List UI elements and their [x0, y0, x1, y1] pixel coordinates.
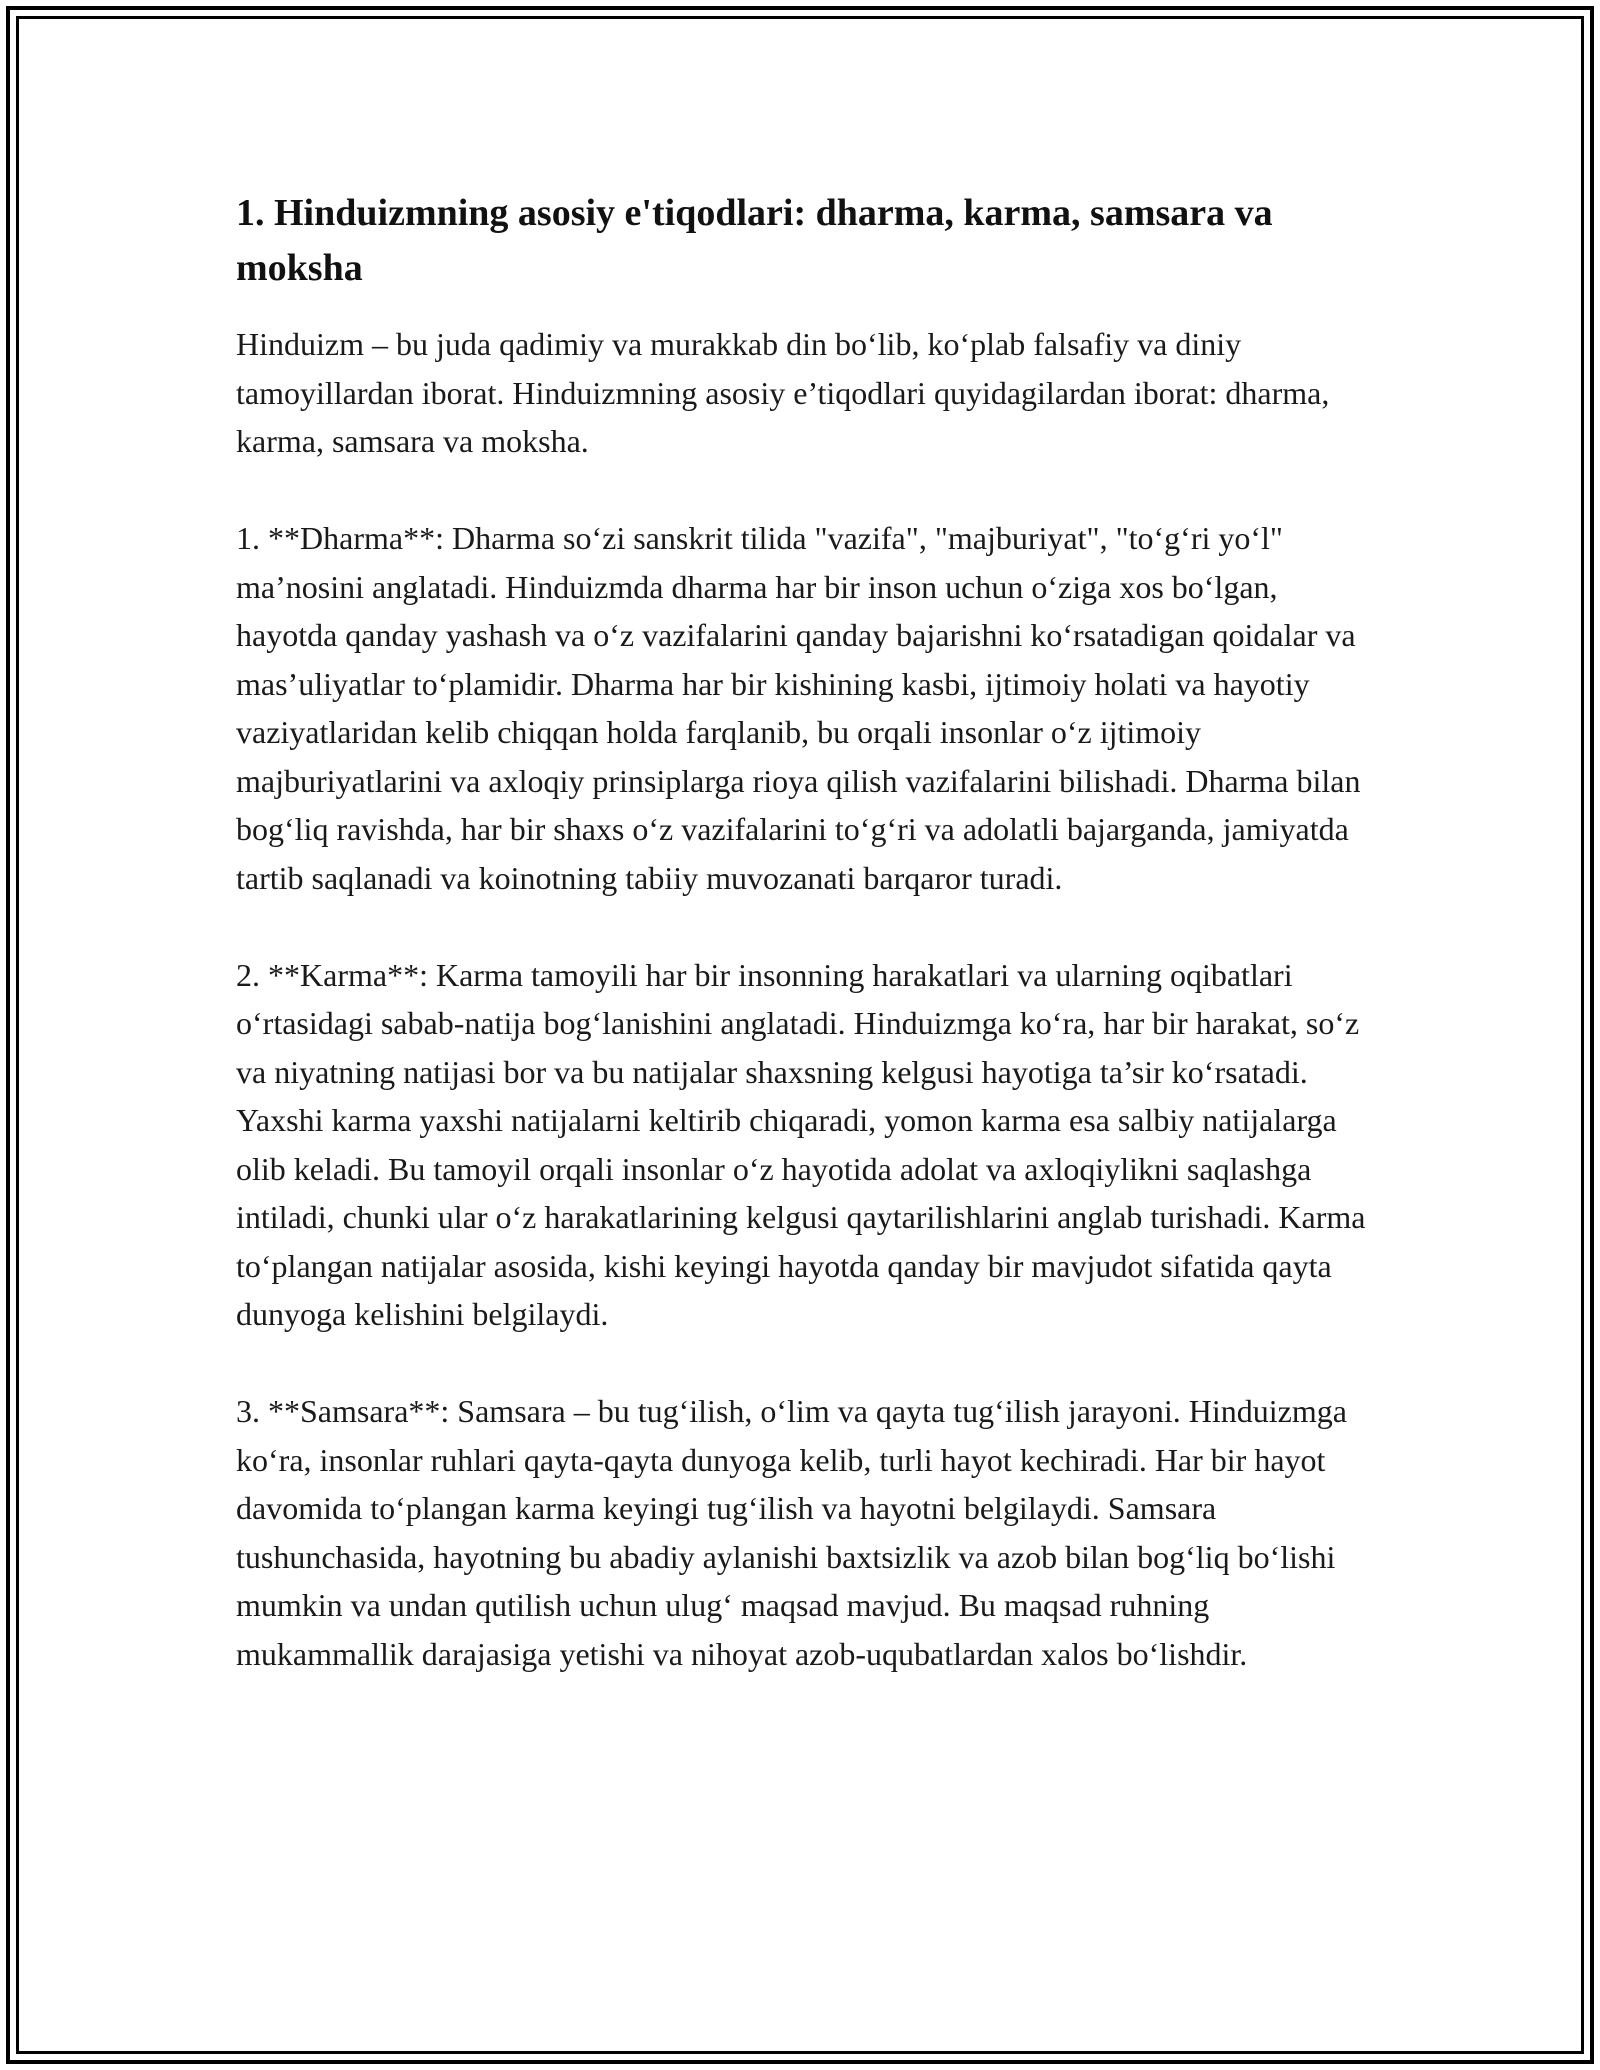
karma-paragraph: 2. **Karma**: Karma tamoyili har bir insonning harakatlari va ularning oqibatlari o‘rtasidagi sabab-natija bog‘lanishini anglatadi. Hinduizmga ko‘ra, har bir harakat, so‘z va niyatning natijasi bor va bu natijalar shaxsning kelgusi hayotiga ta’sir ko‘rsatadi. Yaxshi karma yaxshi natijalarni keltirib chiqaradi, yomon karma esa salbiy natijalarga olib keladi. Bu tamoyil orqali insonlar o‘z hayotida adolat va axloqiylikni saqlashga intiladi, chunki ular o‘z harakatlarining kelgusi qaytarilishlarini anglab turishadi. Karma to‘plangan natijalar asosida, kishi keyingi hayotda qanday bir mavjudot sifatida qayta dunyoga kelishini belgilaydi.	[236, 956, 1366, 1332]
dharma-paragraph: 1. **Dharma**: Dharma so‘zi sanskrit tilida "vazifa", "majburiyat", "to‘g‘ri yo‘l" ma’nosini anglatadi. Hinduizmda dharma har bir inson uchun o‘ziga xos bo‘lgan, hayotda qanday yashash va o‘z vazifalarini qanday bajarishni ko‘rsatadigan qoidalar va mas’uliyatlar to‘plamidir. Dharma har bir kishining kasbi, ijtimoiy holati va hayotiy vaziyatlaridan kelib chiqqan holda farqlanib, bu orqali insonlar o‘z ijtimoiy majburiyatlarini va axloqiy prinsiplarga rioya qilish vazifalarini bilishadi. Dharma bilan bog‘liq ravishda, har bir shaxs o‘z vazifalarini to‘g‘ri va adolatli bajarganda, jamiyatda tartib saqlanadi va koinotning tabiiy muvozanati barqaror turadi.	[236, 520, 1361, 896]
intro-paragraph: Hinduizm – bu juda qadimiy va murakkab din bo‘lib, ko‘plab falsafiy va diniy tamoyillardan iborat. Hinduizmning asosiy e’tiqodlari quyidagilardan iborat: dharma, karma, samsara va moksha.	[236, 326, 1330, 459]
document-title: 1. Hinduizmning asosiy e'tiqodlari: dharma, karma, samsara va moksha	[236, 192, 1273, 289]
document-body	[236, 186, 1372, 1727]
samsara-paragraph: 3. **Samsara**: Samsara – bu tug‘ilish, o‘lim va qayta tug‘ilish jarayoni. Hinduizmga ko‘ra, insonlar ruhlari qayta-qayta dunyoga kelib, turli hayot kechiradi. Har bir hayot davomida to‘plangan karma keyingi tug‘ilish va hayotni belgilaydi. Samsara tushunchasida, hayotning bu abadiy aylanishi baxtsizlik va azob bilan bog‘liq bo‘lishi mumkin va undan qutilish uchun ulug‘ maqsad mavjud. Bu maqsad ruhning mukammallik darajasiga yetishi va nihoyat azob-uqubatlardan xalos bo‘lishdir.	[236, 1393, 1347, 1672]
